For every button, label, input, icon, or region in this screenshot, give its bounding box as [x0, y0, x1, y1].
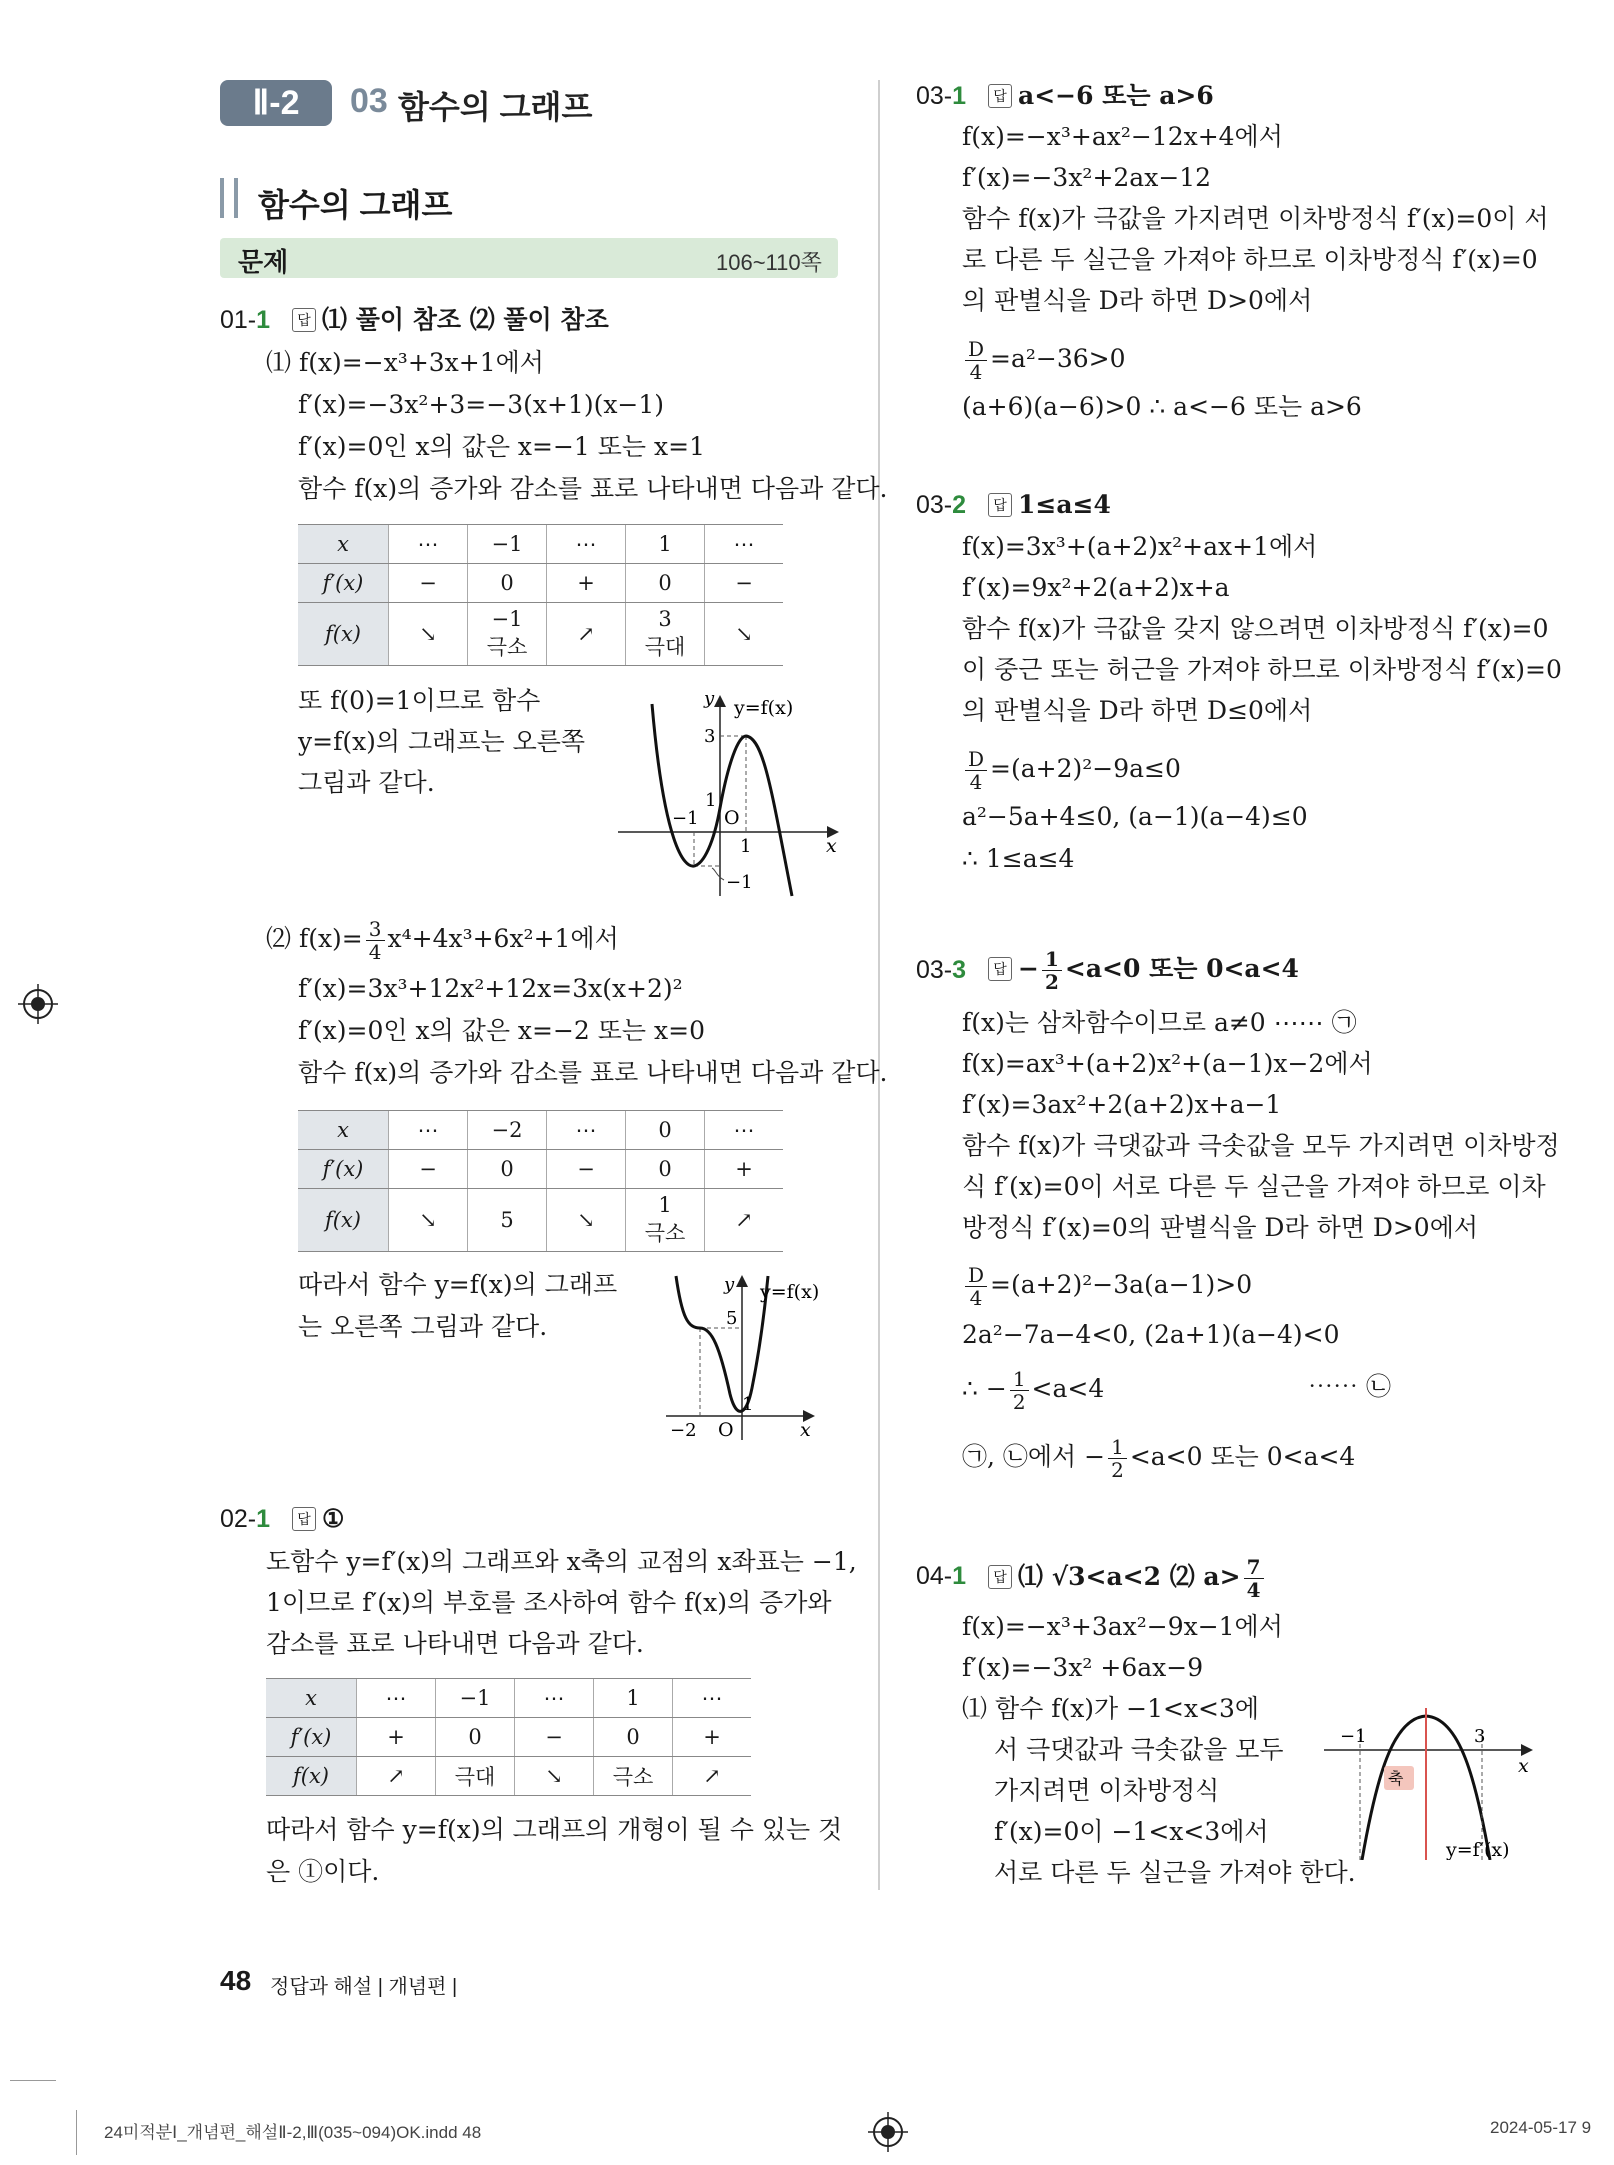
text-line: f′(x)=0인 x의 값은 x=−1 또는 x=1 — [298, 432, 705, 461]
section-title: 함수의 그래프 — [258, 187, 453, 223]
band-pages: 106~110쪽 — [716, 250, 822, 275]
text-line: 방정식 f′(x)=0의 판별식을 D라 하면 D>0에서 — [962, 1213, 1479, 1242]
page-number: 48 — [220, 1965, 252, 1996]
sign-table-01-2: x ⋯ −2 ⋯ 0 ⋯ f′(x) − 0 − 0 + f(x) ↘ 5 ↘ 1 극소 ↗ — [298, 1110, 783, 1252]
text-line: 그림과 같다. — [298, 768, 435, 797]
chapter-number: 03 — [350, 82, 388, 120]
text-line: f′(x)=0이 −1<x<3에서 — [994, 1817, 1269, 1846]
answer-01-1: 답 ⑴ 풀이 참조 ⑵ 풀이 참조 — [292, 303, 609, 337]
answer-03-2: 답 1≤a≤4 — [988, 488, 1111, 522]
text-line: 은 ①이다. — [266, 1857, 380, 1886]
tick-3: 3 — [1474, 1726, 1486, 1747]
text-line: f′(x)=3ax²+2(a+2)x+a−1 — [962, 1090, 1282, 1119]
curve-label: y=f′(x) — [1446, 1839, 1510, 1860]
text-line: f(x)는 삼차함수이므로 a≠0 ⋯⋯ ㉠ — [962, 1008, 1357, 1037]
text-line: 로 다른 두 실근을 가져야 하므로 이차방정식 f′(x)=0 — [962, 245, 1538, 274]
text-line: 2a²−7a−4<0, (2a+1)(a−4)<0 — [962, 1320, 1340, 1349]
problem-number-03-3: 03-3 — [916, 956, 967, 984]
slug-left: 24미적분Ⅰ_개념편_해설Ⅱ-2,Ⅲ(035~094)OK.indd 48 — [104, 2123, 482, 2142]
crop-mark — [76, 2110, 77, 2155]
chapter-title: 함수의 그래프 — [398, 89, 593, 125]
text-line: f′(x)=0인 x의 값은 x=−2 또는 x=0 — [298, 1016, 705, 1045]
answer-02-1: 답 ① — [292, 1502, 344, 1536]
text-line: f′(x)=−3x²+3=−3(x+1)(x−1) — [298, 390, 665, 419]
text-line: 함수 f(x)가 극값을 갖지 않으려면 이차방정식 f′(x)=0 — [962, 614, 1549, 643]
text-line: ⋯⋯ ㉡ — [1308, 1372, 1391, 1401]
text-line: 서로 다른 두 실근을 가져야 한다. — [994, 1858, 1356, 1887]
registration-mark-icon — [18, 984, 58, 1024]
y-label: y — [704, 688, 715, 709]
curve-label: y=f(x) — [734, 697, 794, 719]
text-line: f(x)=−x³+3ax²−9x−1에서 — [962, 1612, 1283, 1641]
text-line: 또 f(0)=1이므로 함수 — [298, 686, 541, 715]
text-line: 따라서 함수 y=f(x)의 그래프 — [298, 1270, 618, 1299]
text-line: 는 오른쪽 그림과 같다. — [298, 1312, 548, 1341]
tick-minus-1: −1 — [1340, 1726, 1367, 1747]
tick-1: 1 — [705, 790, 717, 811]
x-label: x — [1518, 1755, 1529, 1777]
answer-mark-icon: 답 — [292, 308, 316, 332]
text-line-fraction: ㉠, ㉡에서 − $\frac{1}{2}$ <a<0 또는 0<a<4 — [962, 1435, 1356, 1482]
tick-minus-1-x: −1 — [672, 808, 699, 829]
answer-mark-icon: 답 — [988, 493, 1012, 517]
graph-01-1 — [612, 684, 848, 900]
curve-y-f — [676, 1276, 768, 1411]
text-line: 감소를 표로 나타내면 다음과 같다. — [266, 1629, 644, 1658]
crop-mark — [10, 2080, 56, 2081]
tick-1: 1 — [742, 1394, 754, 1415]
text-line-fraction: ∴ − $\frac{1}{2}$ <a<4 — [962, 1367, 1105, 1414]
x-label: x — [826, 835, 837, 857]
text-line: 의 판별식을 D라 하면 D>0에서 — [962, 286, 1313, 315]
text-line: f′(x)=−3x²+2ax−12 — [962, 163, 1212, 192]
text-line: 함수 f(x)가 극값을 가지려면 이차방정식 f′(x)=0이 서 — [962, 204, 1549, 233]
tick-5: 5 — [726, 1308, 738, 1329]
answer-mark-icon: 답 — [292, 1507, 316, 1531]
text-line: 가지려면 이차방정식 — [994, 1776, 1220, 1805]
answer-03-3: 답 − $\frac{1}{2}$ <a<0 또는 0<a<4 — [988, 948, 1299, 993]
sign-table-01-1: x ⋯ −1 ⋯ 1 ⋯ f′(x) − 0 + 0 − f(x) ↘ −1 극소 ↗ 3 극대 ↘ — [298, 524, 783, 666]
text-line: ⑴ f(x)=−x³+3x+1에서 — [266, 348, 544, 377]
text-line: 함수 f(x)의 증가와 감소를 표로 나타내면 다음과 같다. — [298, 1058, 888, 1087]
text-line: (a+6)(a−6)>0 ∴ a<−6 또는 a>6 — [962, 392, 1362, 421]
text-line: 서 극댓값과 극솟값을 모두 — [994, 1735, 1284, 1764]
text-line: 함수 f(x)의 증가와 감소를 표로 나타내면 다음과 같다. — [298, 474, 888, 503]
problem-number-02-1: 02-1 — [220, 1505, 271, 1533]
graph-01-2 — [660, 1268, 856, 1444]
text-line-fraction: $\frac{D}{4}$ =(a+2)²−3a(a−1)>0 — [962, 1264, 1252, 1309]
answer-03-1: 답 a<−6 또는 a>6 — [988, 79, 1214, 113]
section-bar-icon — [220, 178, 238, 218]
problem-number-03-1: 03-1 — [916, 82, 967, 110]
text-line: ⑴ 함수 f(x)가 −1<x<3에 — [962, 1694, 1260, 1723]
registration-mark-icon — [868, 2112, 908, 2152]
text-line: 도함수 y=f′(x)의 그래프와 x축의 교점의 x좌표는 −1, — [266, 1547, 857, 1576]
text-line-fraction: $\frac{D}{4}$ =a²−36>0 — [962, 338, 1126, 383]
problem-number-03-2: 03-2 — [916, 491, 967, 519]
origin-label: O — [724, 807, 740, 829]
axis-label: 축 — [1388, 1769, 1404, 1788]
tick-3: 3 — [704, 726, 716, 747]
problem-number-01-1: 01-1 — [220, 306, 271, 334]
text-line: f′(x)=3x³+12x²+12x=3x(x+2)² — [298, 974, 683, 1003]
text-line-part2: ⑵ f(x)= $\frac{3}{4}$ x⁴+4x³+6x²+1에서 — [266, 917, 619, 964]
text-line: 식 f′(x)=0이 서로 다른 두 실근을 가져야 하므로 이차 — [962, 1172, 1546, 1201]
text-line: 따라서 함수 y=f(x)의 그래프의 개형이 될 수 있는 것 — [266, 1815, 843, 1844]
tick-minus-2: −2 — [670, 1420, 697, 1441]
sign-table-02-1: x ⋯ −1 ⋯ 1 ⋯ f′(x) + 0 − 0 + f(x) ↗ 극대 ↘ 극소 ↗ — [266, 1678, 751, 1796]
column-divider — [878, 80, 880, 1890]
chapter-badge: Ⅱ-2 — [220, 80, 332, 126]
text-line: f(x)=−x³+ax²−12x+4에서 — [962, 122, 1283, 151]
text-line: 이 중근 또는 허근을 가져야 하므로 이차방정식 f′(x)=0 — [962, 655, 1562, 684]
text-line: 의 판별식을 D라 하면 D≤0에서 — [962, 696, 1313, 725]
y-label: y — [724, 1274, 735, 1295]
text-line: a²−5a+4≤0, (a−1)(a−4)≤0 — [962, 802, 1308, 831]
text-line: y=f(x)의 그래프는 오른쪽 — [298, 727, 586, 756]
answer-mark-icon: 답 — [988, 1565, 1012, 1589]
text-line: ∴ 1≤a≤4 — [962, 844, 1075, 873]
answer-04-1: 답 ⑴ √3<a<2 ⑵ a> $\frac{7}{4}$ — [988, 1556, 1267, 1601]
origin-label: O — [718, 1419, 734, 1441]
text-line: f′(x)=9x²+2(a+2)x+a — [962, 573, 1230, 602]
answer-mark-icon: 답 — [988, 84, 1012, 108]
band-label: 문제 — [238, 247, 289, 277]
text-line: 1이므로 f′(x)의 부호를 조사하여 함수 f(x)의 증가와 — [266, 1588, 832, 1617]
slug-right: 2024-05-17 9 — [1490, 2118, 1592, 2137]
tick-minus-1-y: −1 — [726, 872, 753, 893]
answer-mark-icon: 답 — [988, 957, 1012, 981]
footer-text: 정답과 해설 | 개념편 | — [270, 1976, 458, 1998]
text-line-fraction: $\frac{D}{4}$ =(a+2)²−9a≤0 — [962, 748, 1181, 793]
text-line: f′(x)=−3x² +6ax−9 — [962, 1653, 1204, 1682]
curve-label: y=f(x) — [760, 1281, 820, 1303]
text-line: 함수 f(x)가 극댓값과 극솟값을 모두 가지려면 이차방정 — [962, 1131, 1560, 1160]
curve-y-f — [652, 704, 792, 896]
graph-04-1 — [1320, 1700, 1550, 1860]
text-line: f(x)=3x³+(a+2)x²+ax+1에서 — [962, 532, 1318, 561]
problem-number-04-1: 04-1 — [916, 1562, 967, 1590]
text-line: f(x)=ax³+(a+2)x²+(a−1)x−2에서 — [962, 1049, 1373, 1078]
x-label: x — [800, 1419, 811, 1441]
tick-1-x: 1 — [740, 836, 752, 857]
